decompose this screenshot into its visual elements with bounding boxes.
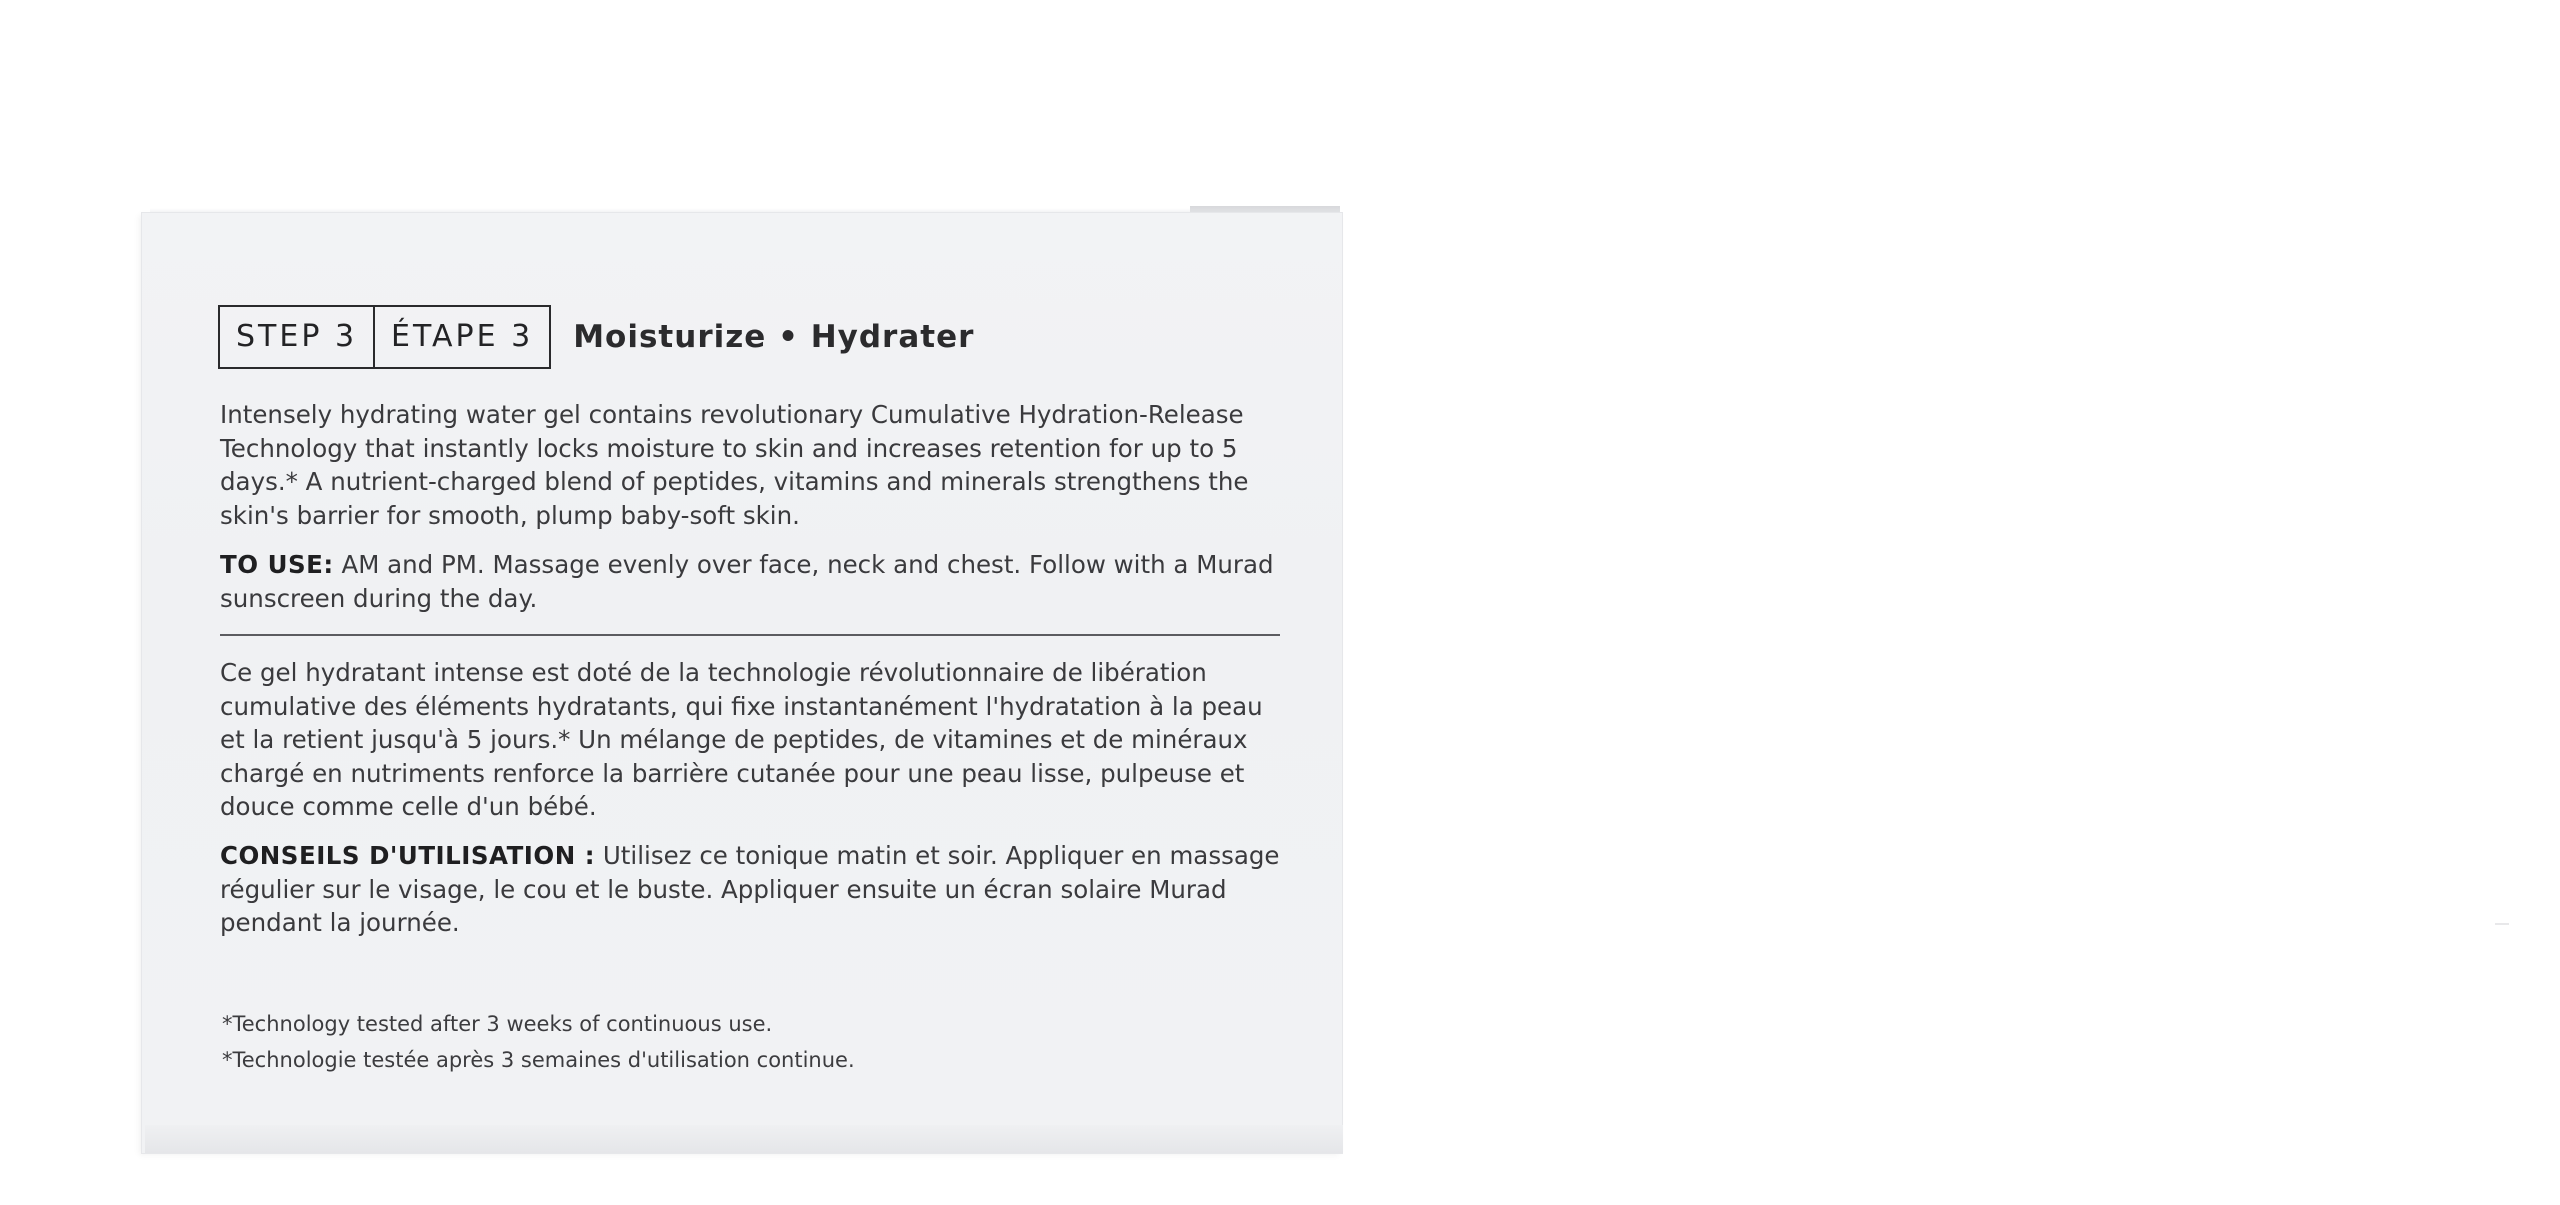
section-divider xyxy=(220,634,1280,636)
conseils-label: CONSEILS D'UTILISATION : xyxy=(220,841,596,870)
english-usage xyxy=(220,548,1280,615)
step-header xyxy=(218,305,974,369)
english-description: Intensely hydrating water gel contains revolutionary Cumulative Hydration-Release Technology that instantly locks moisture to skin and increases retention for up to 5 days.* A nutrient-charged blend of peptides, vitamins and minerals strengthens the skin's barrier for smooth, plump baby-soft skin. xyxy=(220,400,1249,530)
footnote-fr: *Technologie testée après 3 semaines d'utilisation continue. xyxy=(222,1048,855,1072)
step-badge xyxy=(218,305,551,369)
french-description: Ce gel hydratant intense est doté de la technologie révolutionnaire de libération cumulative des éléments hydratants, qui fixe instantanément l'hydratation à la peau et la retient jusqu'à 5 jours.* Un mélange de peptides, de vitamines et de minéraux chargé en nutriments renforce la barrière cutanée pour une peau lisse, pulpeuse et douce comme celle d'un bébé. xyxy=(220,658,1263,821)
footnote-en: *Technology tested after 3 weeks of continuous use. xyxy=(222,1012,773,1036)
background-speck xyxy=(2495,923,2509,925)
conseils-text: Utilisez ce tonique matin et soir. Appliquer en massage régulier sur le visage, le cou et le buste. Appliquer ensuite un écran solaire Murad pendant la journée. xyxy=(220,841,1280,937)
box-bottom-edge xyxy=(145,1125,1343,1153)
step-title: Moisturize • Hydrater xyxy=(573,319,975,355)
to-use-label: TO USE: xyxy=(220,550,334,579)
french-usage xyxy=(220,839,1280,940)
to-use-text: AM and PM. Massage evenly over face, neck and chest. Follow with a Murad sunscreen during the day. xyxy=(220,550,1274,613)
step-label-fr: ÉTAPE 3 xyxy=(373,307,549,367)
step-label-en: STEP 3 xyxy=(236,319,358,354)
